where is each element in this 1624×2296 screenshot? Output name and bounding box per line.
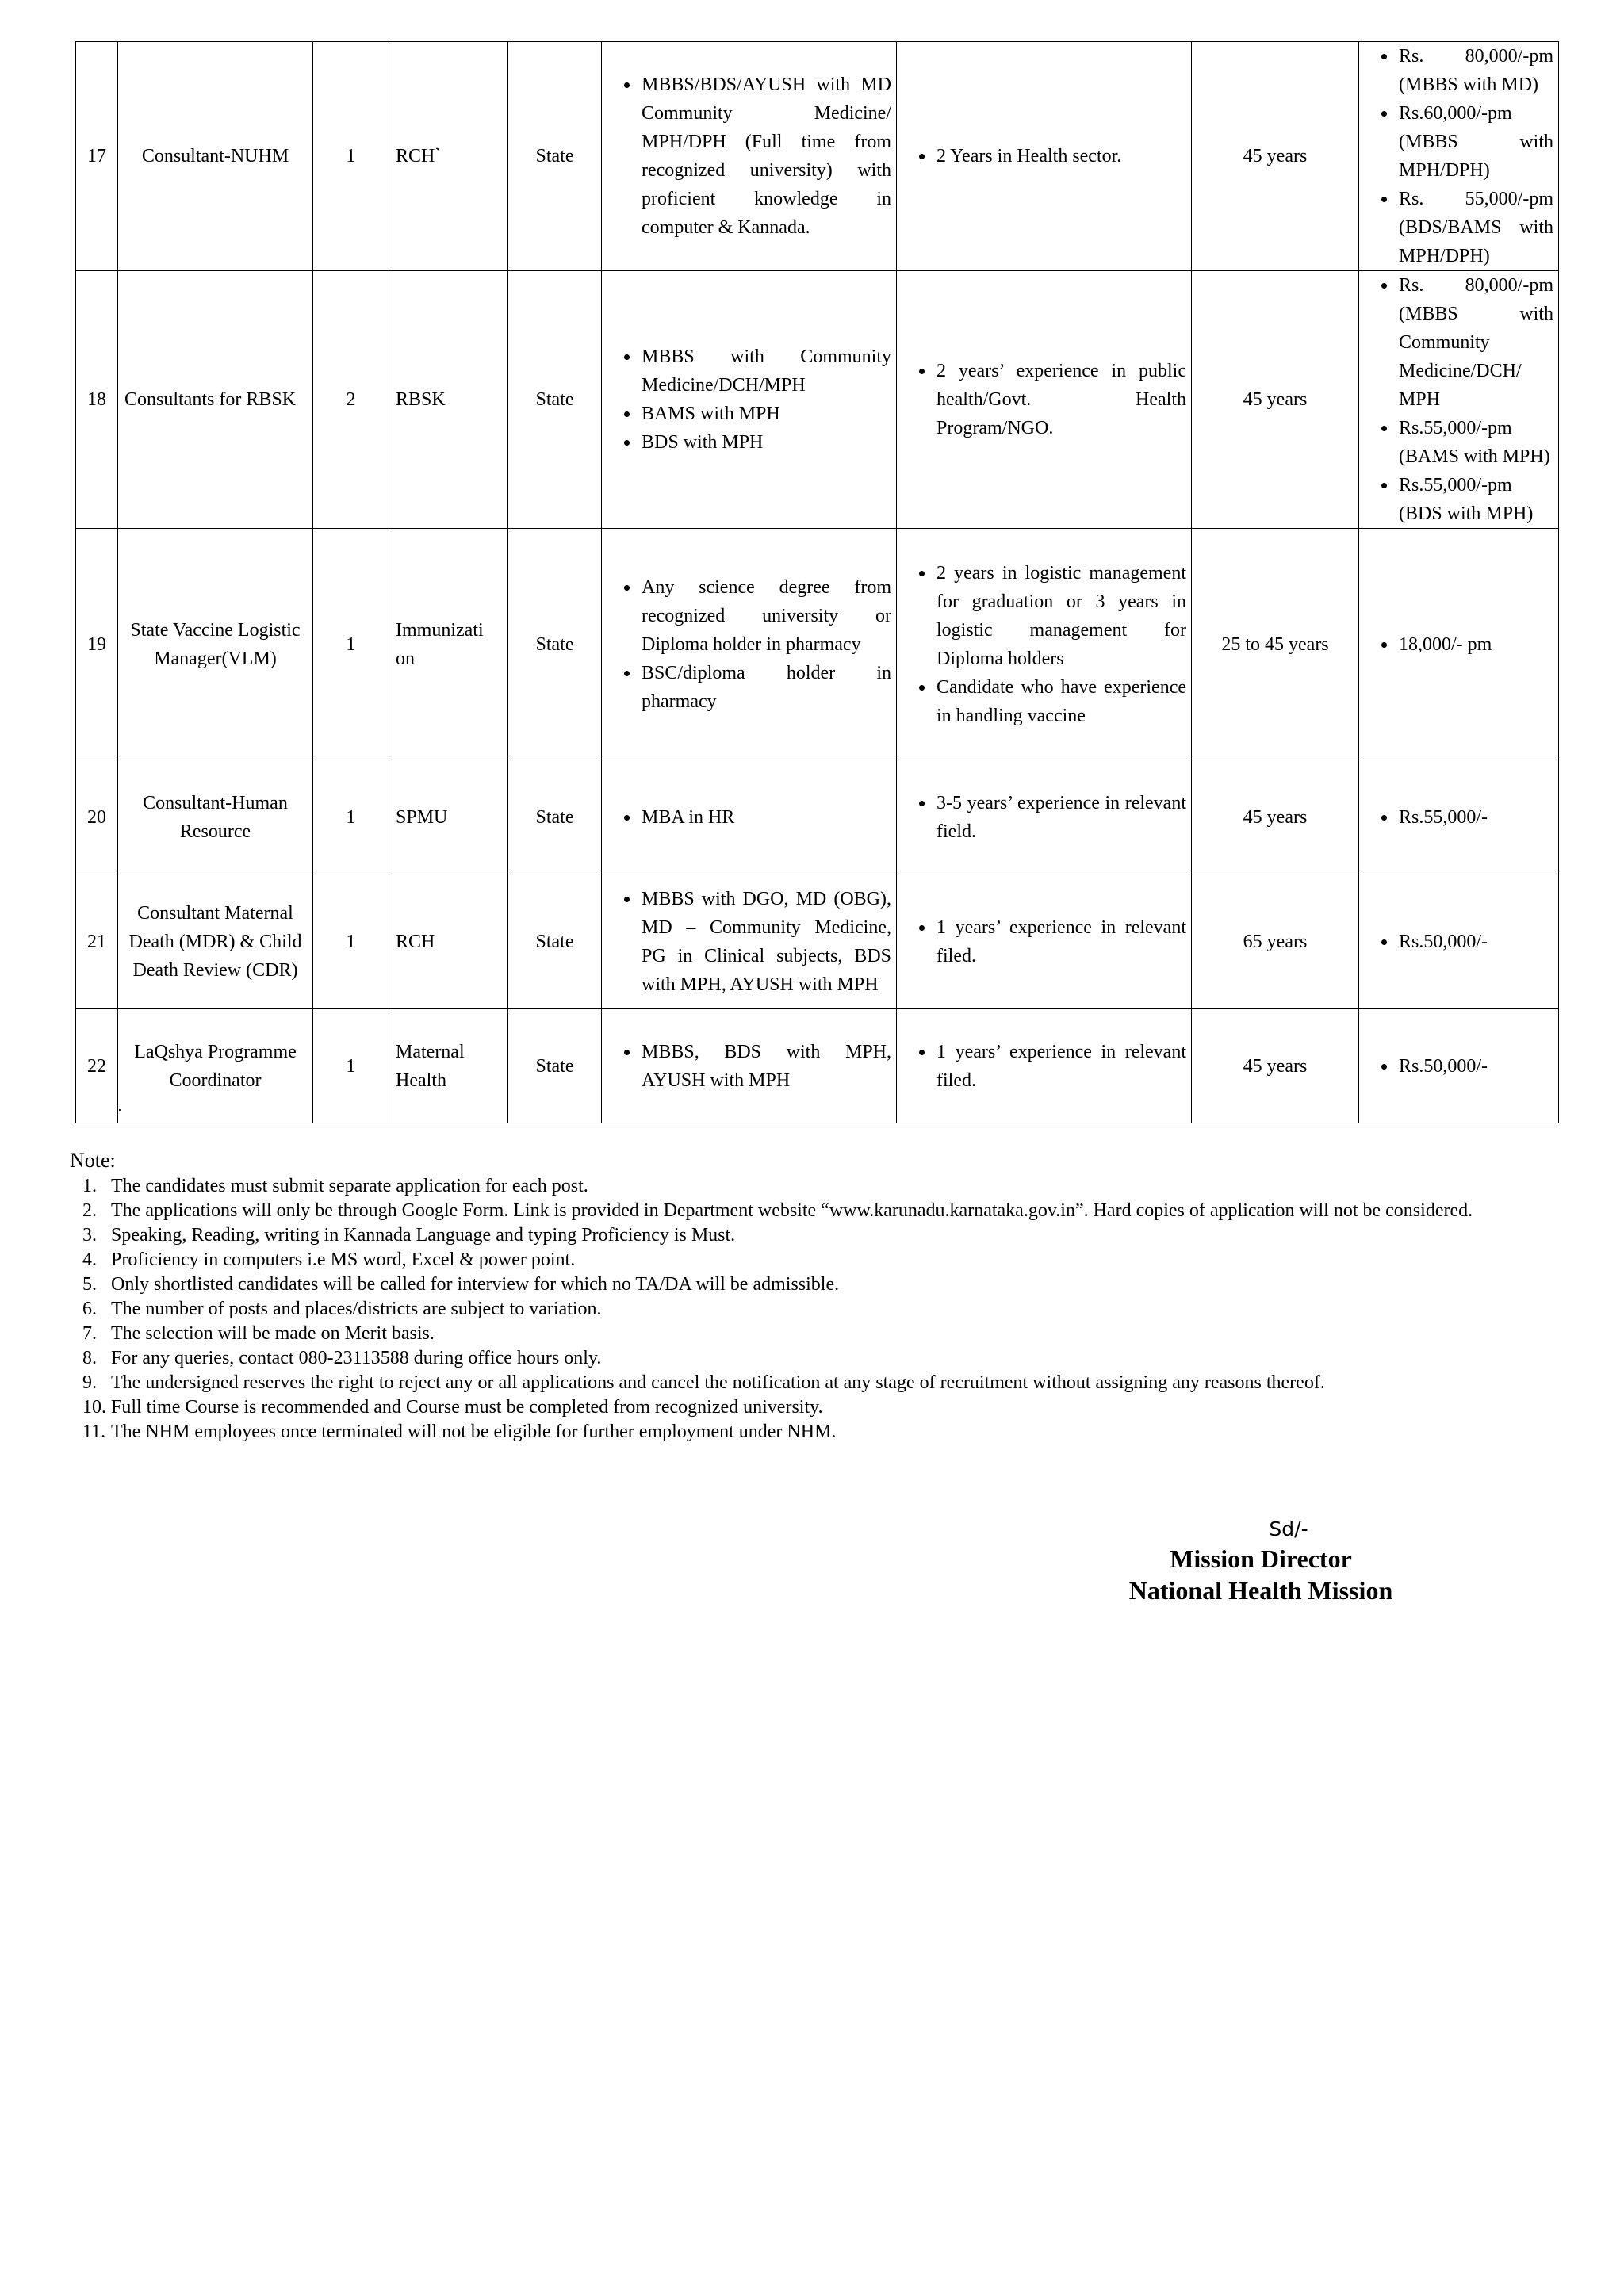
salary-cell-list	[1359, 803, 1553, 832]
level-cell: State	[508, 271, 602, 529]
experience-item: • 2 years’ experience in public health/Govt. Health Program/NGO.	[935, 357, 1186, 442]
age-limit-cell: 65 years	[1192, 874, 1359, 1009]
serial-number-cell: 19	[76, 529, 118, 760]
signatory-designation: Mission Director	[1170, 1544, 1352, 1573]
qualification-item: • BDS with MPH	[640, 428, 891, 457]
qualification-item: • Any science degree from recognized university or Diploma holder in pharmacy	[640, 573, 891, 659]
post-count-cell: 1	[313, 529, 389, 760]
qualification-cell-list	[602, 342, 891, 457]
experience-cell-list	[897, 1038, 1186, 1095]
experience-item: • 3-5 years’ experience in relevant field.	[935, 789, 1186, 846]
serial-number-cell: 22	[76, 1009, 118, 1123]
salary-cell	[1359, 529, 1559, 760]
note-item	[70, 1223, 1572, 1248]
note-number: 4.	[82, 1249, 97, 1270]
qualification-cell	[602, 1009, 897, 1123]
age-limit-cell: 45 years	[1192, 271, 1359, 529]
qualification-item: • MBBS with DGO, MD (OBG), MD – Community Medicine, PG in Clinical subjects, BDS with MPH, AYUSH with MPH	[640, 885, 891, 999]
program-cell: Maternal Health	[389, 1009, 508, 1123]
note-text: Speaking, Reading, writing in Kannada Language and typing Proficiency is Must.	[111, 1225, 736, 1246]
post-name-cell: Consultant-Human Resource	[118, 760, 313, 874]
post-count-cell: 1	[313, 42, 389, 271]
experience-cell-list	[897, 913, 1186, 970]
qualification-cell-list	[602, 573, 891, 716]
note-number: 1.	[82, 1176, 97, 1196]
signatory-organization: National Health Mission	[1128, 1576, 1393, 1605]
qualification-cell	[602, 760, 897, 874]
salary-cell	[1359, 874, 1559, 1009]
note-text: The NHM employees once terminated will not be eligible for further employment under NHM.	[111, 1422, 837, 1442]
note-item	[70, 1346, 1572, 1371]
experience-cell	[897, 874, 1192, 1009]
experience-item: • Candidate who have experience in handling vaccine	[935, 673, 1186, 730]
stray-mark: ·	[117, 1102, 122, 1118]
salary-item: • Rs. 55,000/-pm (BDS/BAMS with MPH/DPH)	[1397, 185, 1553, 270]
note-number: 7.	[82, 1323, 97, 1344]
qualification-cell-list	[602, 803, 891, 832]
salary-item: • Rs. 80,000/-pm (MBBS with Community Medicine/DCH/ MPH	[1397, 271, 1553, 414]
salary-item: • Rs.60,000/-pm (MBBS with MPH/DPH)	[1397, 99, 1553, 185]
post-count-cell: 2	[313, 271, 389, 529]
post-count-cell: 1	[313, 1009, 389, 1123]
note-item	[70, 1322, 1572, 1346]
note-item	[70, 1297, 1572, 1322]
salary-cell	[1359, 760, 1559, 874]
salary-cell	[1359, 271, 1559, 529]
qualification-item: • MBA in HR	[640, 803, 891, 832]
salary-item: • Rs.55,000/-	[1397, 803, 1553, 832]
note-item	[70, 1174, 1572, 1199]
serial-number-cell: 21	[76, 874, 118, 1009]
qualification-cell	[602, 874, 897, 1009]
salary-cell	[1359, 42, 1559, 271]
note-text: The applications will only be through Google Form. Link is provided in Department website “www.karunadu.karnataka.gov.in”. Hard copies of application will not be considered.	[111, 1200, 1473, 1221]
experience-cell-list	[897, 357, 1186, 442]
experience-item: • 1 years’ experience in relevant filed.	[935, 913, 1186, 970]
sd-mark: Sd/-	[1269, 1517, 1308, 1540]
signature-block	[1110, 1516, 1411, 1606]
qualification-cell-list	[602, 1038, 891, 1095]
note-item	[70, 1420, 1572, 1445]
serial-number-cell: 20	[76, 760, 118, 874]
salary-item: • Rs.55,000/-pm (BDS with MPH)	[1397, 471, 1553, 528]
note-item	[70, 1371, 1572, 1395]
experience-item: • 2 Years in Health sector.	[935, 142, 1186, 170]
age-limit-cell: 45 years	[1192, 760, 1359, 874]
notes-title: Note:	[70, 1149, 116, 1172]
experience-cell	[897, 42, 1192, 271]
qualification-item: • BAMS with MPH	[640, 400, 891, 428]
note-text: Proficiency in computers i.e MS word, Excel & power point.	[111, 1249, 576, 1270]
program-cell: RCH`	[389, 42, 508, 271]
salary-cell-list	[1359, 271, 1553, 528]
table-row	[76, 529, 1559, 760]
experience-cell	[897, 271, 1192, 529]
post-name-cell: State Vaccine Logistic Manager(VLM)	[118, 529, 313, 760]
salary-cell-list	[1359, 630, 1553, 659]
notes-list	[70, 1174, 1572, 1445]
experience-cell-list	[897, 559, 1186, 730]
program-cell: Immunizati on	[389, 529, 508, 760]
experience-cell-list	[897, 142, 1186, 170]
note-item	[70, 1199, 1572, 1223]
note-number: 11.	[82, 1422, 106, 1442]
experience-item: • 1 years’ experience in relevant filed.	[935, 1038, 1186, 1095]
qualification-cell	[602, 42, 897, 271]
salary-cell-list	[1359, 1052, 1553, 1081]
note-text: The selection will be made on Merit basis.	[111, 1323, 435, 1344]
table-row	[76, 1009, 1559, 1123]
note-number: 9.	[82, 1372, 97, 1393]
salary-cell	[1359, 1009, 1559, 1123]
table-row	[76, 271, 1559, 529]
note-item	[70, 1248, 1572, 1272]
post-name-cell: Consultant Maternal Death (MDR) & Child Death Review (CDR)	[118, 874, 313, 1009]
table-row	[76, 42, 1559, 271]
note-item	[70, 1272, 1572, 1297]
note-number: 8.	[82, 1348, 97, 1368]
qualification-item: • MBBS/BDS/AYUSH with MD Community Medicine/ MPH/DPH (Full time from recognized university) with proficient knowledge in computer & Kannada.	[640, 71, 891, 242]
qualification-item: • MBBS with Community Medicine/DCH/MPH	[640, 342, 891, 400]
qualification-item: • BSC/diploma holder in pharmacy	[640, 659, 891, 716]
note-number: 6.	[82, 1299, 97, 1319]
note-text: Only shortlisted candidates will be called for interview for which no TA/DA will be admissible.	[111, 1274, 840, 1295]
note-number: 2.	[82, 1200, 97, 1221]
note-number: 3.	[82, 1225, 97, 1246]
qualification-cell	[602, 271, 897, 529]
experience-item: • 2 years in logistic management for graduation or 3 years in logistic management for Diploma holders	[935, 559, 1186, 673]
age-limit-cell: 45 years	[1192, 42, 1359, 271]
age-limit-cell: 45 years	[1192, 1009, 1359, 1123]
table-row	[76, 874, 1559, 1009]
serial-number-cell: 17	[76, 42, 118, 271]
post-name-cell: Consultant-NUHM	[118, 42, 313, 271]
note-number: 5.	[82, 1274, 97, 1295]
level-cell: State	[508, 874, 602, 1009]
salary-item: • Rs.50,000/-	[1397, 928, 1553, 956]
level-cell: State	[508, 1009, 602, 1123]
level-cell: State	[508, 529, 602, 760]
experience-cell	[897, 1009, 1192, 1123]
note-item	[70, 1395, 1572, 1420]
table-row	[76, 760, 1559, 874]
level-cell: State	[508, 760, 602, 874]
post-name-cell: Consultants for RBSK	[118, 271, 313, 529]
post-count-cell: 1	[313, 874, 389, 1009]
age-limit-cell: 25 to 45 years	[1192, 529, 1359, 760]
level-cell: State	[508, 42, 602, 271]
experience-cell	[897, 529, 1192, 760]
program-cell: SPMU	[389, 760, 508, 874]
experience-cell-list	[897, 789, 1186, 846]
note-text: Full time Course is recommended and Course must be completed from recognized university.	[111, 1397, 823, 1418]
serial-number-cell: 18	[76, 271, 118, 529]
note-text: The candidates must submit separate application for each post.	[111, 1176, 588, 1196]
salary-item: • Rs. 80,000/-pm (MBBS with MD)	[1397, 42, 1553, 99]
post-name-cell: LaQshya Programme Coordinator	[118, 1009, 313, 1123]
table-body	[76, 42, 1559, 1123]
experience-cell	[897, 760, 1192, 874]
posts-table	[75, 41, 1559, 1123]
salary-item: • Rs.55,000/-pm (BAMS with MPH)	[1397, 414, 1553, 471]
note-text: The undersigned reserves the right to reject any or all applications and cancel the notification at any stage of recruitment without assigning any reasons thereof.	[111, 1372, 1325, 1393]
salary-item: • 18,000/- pm	[1397, 630, 1553, 659]
program-cell: RBSK	[389, 271, 508, 529]
salary-cell-list	[1359, 928, 1553, 956]
note-number: 10.	[82, 1397, 106, 1418]
salary-item: • Rs.50,000/-	[1397, 1052, 1553, 1081]
note-text: The number of posts and places/districts are subject to variation.	[111, 1299, 602, 1319]
post-count-cell: 1	[313, 760, 389, 874]
salary-cell-list	[1359, 42, 1553, 270]
program-cell: RCH	[389, 874, 508, 1009]
qualification-cell-list	[602, 71, 891, 242]
notes-section	[70, 1148, 1572, 1445]
qualification-item: • MBBS, BDS with MPH, AYUSH with MPH	[640, 1038, 891, 1095]
note-text: For any queries, contact 080-23113588 during office hours only.	[111, 1348, 602, 1368]
qualification-cell-list	[602, 885, 891, 999]
qualification-cell	[602, 529, 897, 760]
